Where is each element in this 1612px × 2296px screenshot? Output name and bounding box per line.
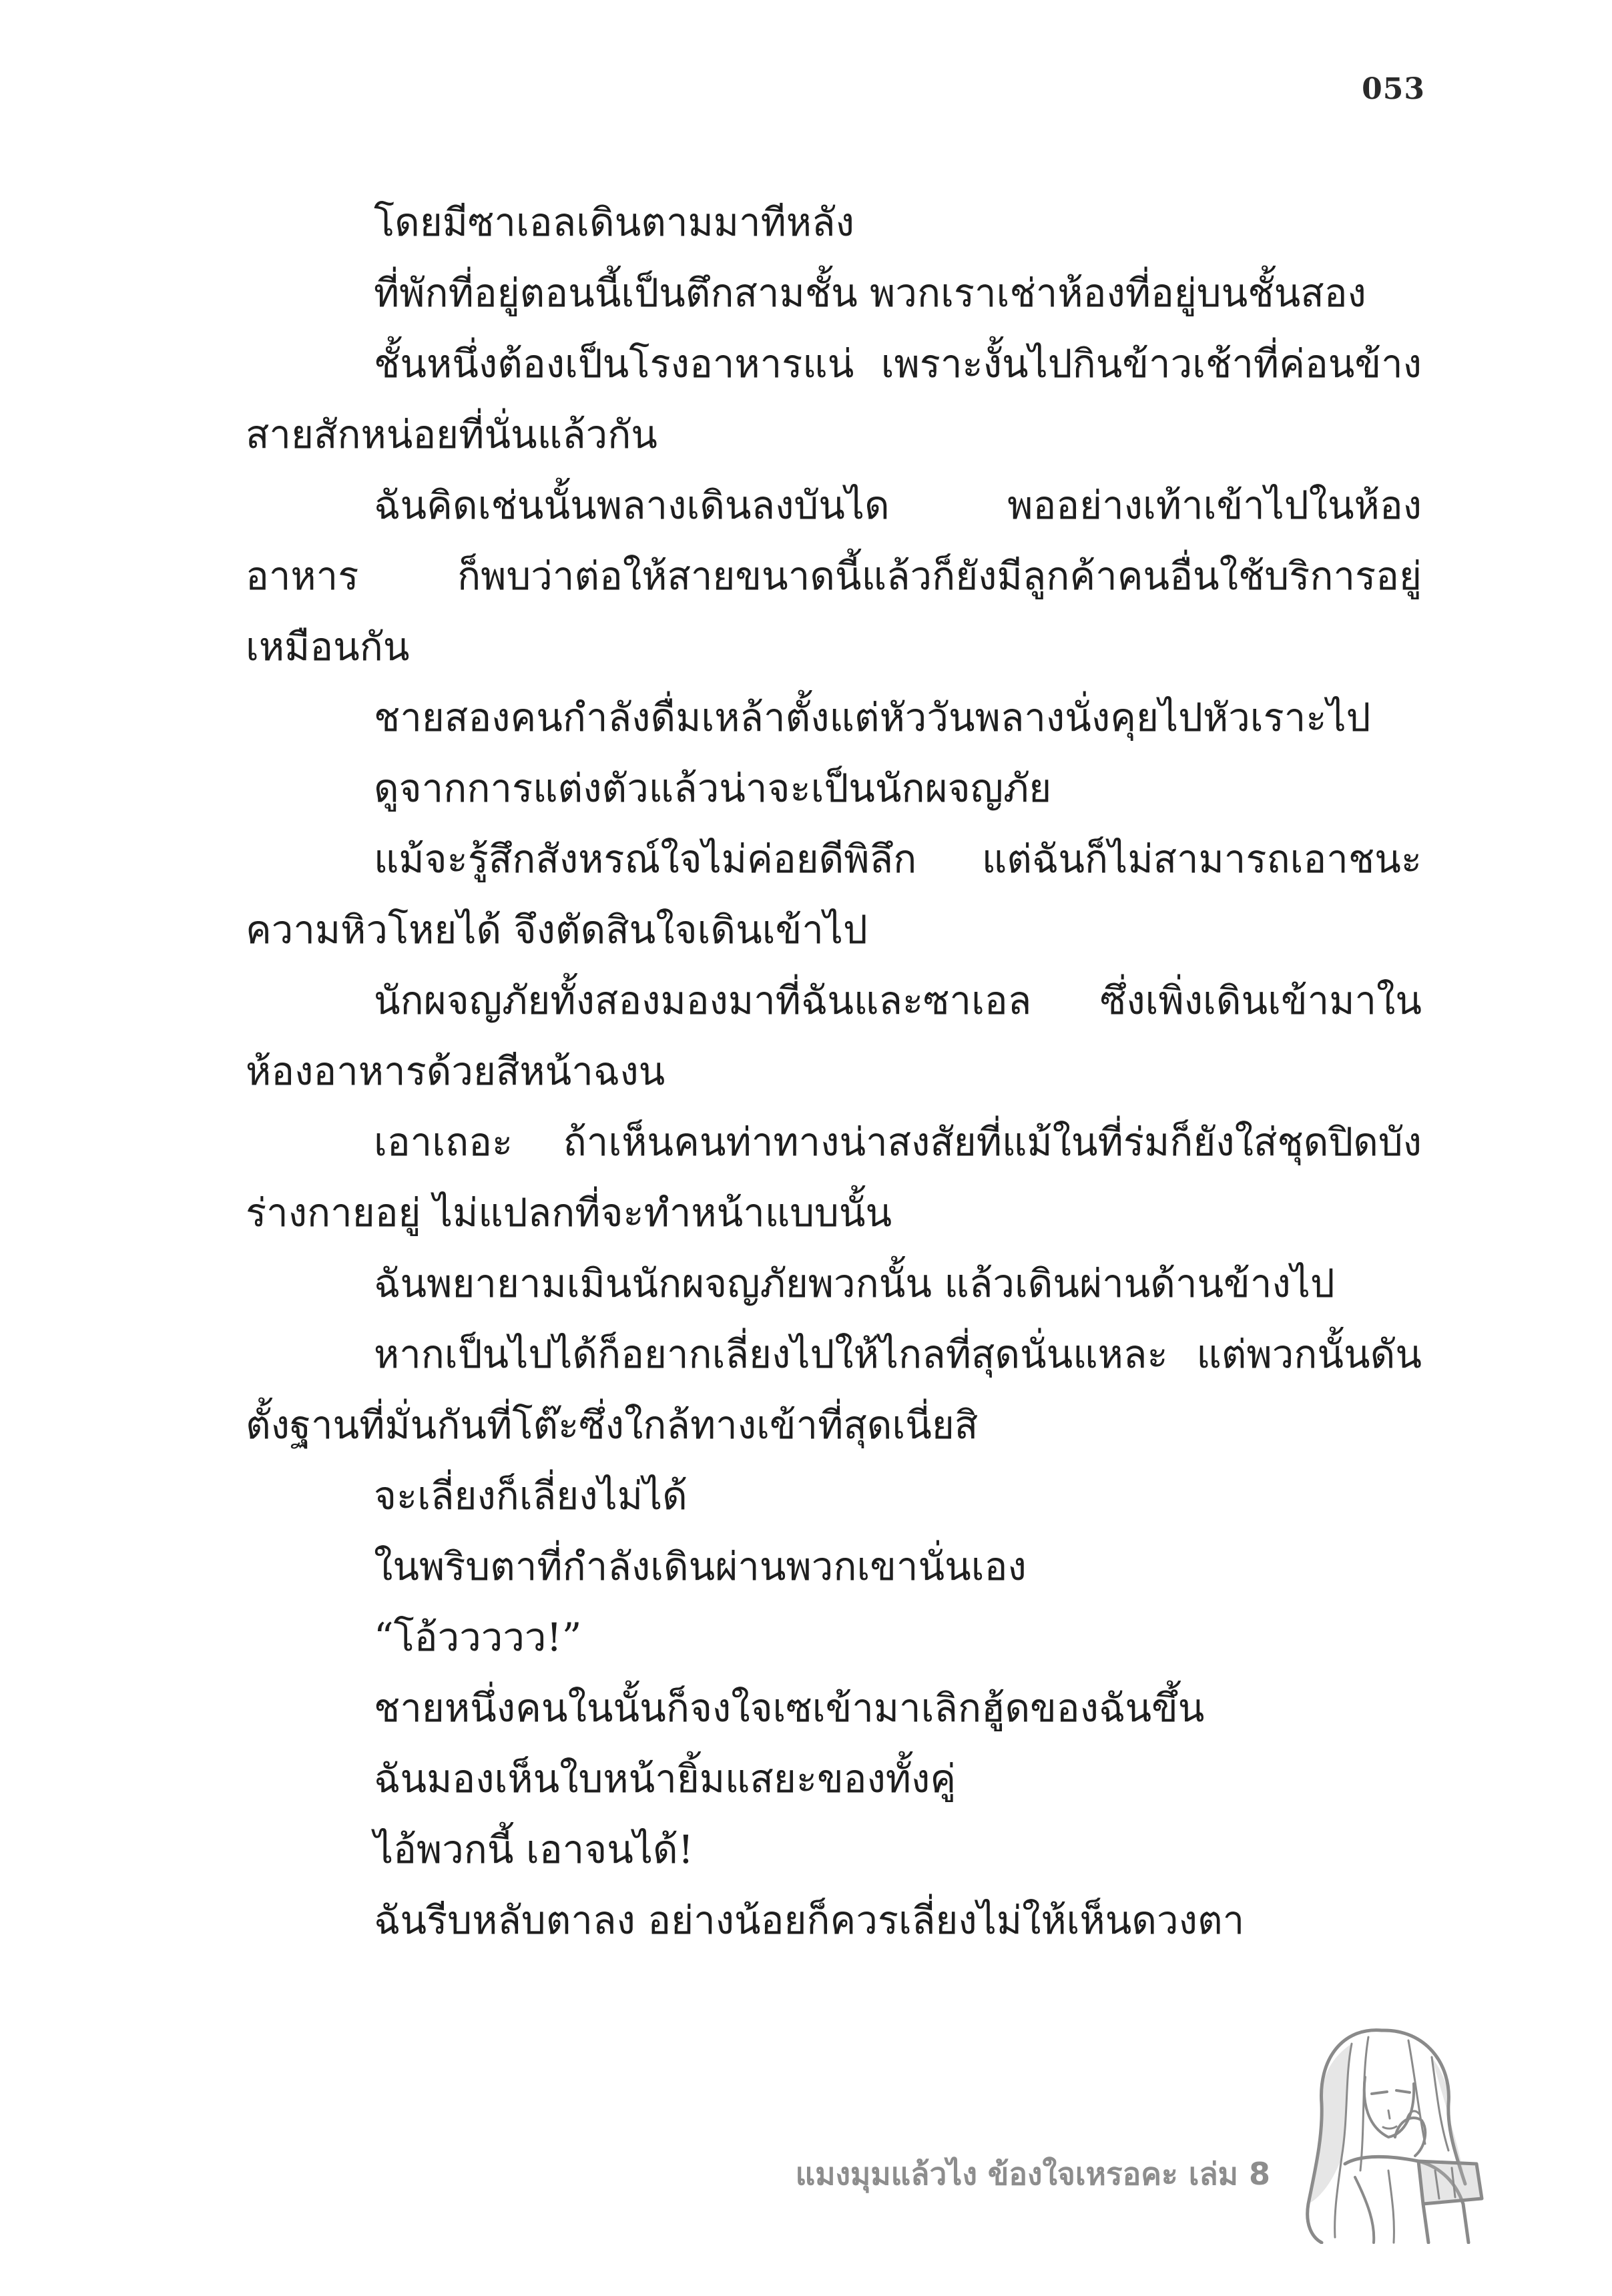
paragraph: ไอ้พวกนี้ เอาจนได้! (374, 1827, 694, 1872)
paragraph: ฉันพยายามเมินนักผจญภัยพวกนั้น แล้วเดินผ่านด้านข้างไป (374, 1261, 1335, 1306)
paragraph: “โอ้ววววว!” (374, 1615, 582, 1660)
page-number: 053 (1362, 72, 1425, 106)
paragraph: เอาเถอะ ถ้าเห็นคนท่าทางน่าสงสัยที่แม้ในที่ร่มก็ยังใส่ชุดปิดบังร่างกายอยู่ ไม่แปลกที่จะทำหน้าแบบนั้น (246, 1119, 1422, 1235)
paragraph: ที่พักที่อยู่ตอนนี้เป็นตึกสามชั้น พวกเราเช่าห้องที่อยู่บนชั้นสอง (374, 270, 1366, 316)
paragraph: ชั้นหนึ่งต้องเป็นโรงอาหารแน่ เพราะงั้นไปกินข้าวเช้าที่ค่อนข้างสายสักหน่อยที่นั่นแล้วกัน (246, 341, 1422, 457)
paragraph: ฉันมองเห็นใบหน้ายิ้มแสยะของทั้งคู่ (374, 1756, 957, 1801)
paragraph: แม้จะรู้สึกสังหรณ์ใจไม่ค่อยดีพิลึก แต่ฉันก็ไม่สามารถเอาชนะความหิวโหยได้ จึงตัดสินใจเดินเข้าไป (246, 836, 1422, 952)
paragraph: ฉันคิดเช่นนั้นพลางเดินลงบันได พออย่างเท้าเข้าไปในห้องอาหาร ก็พบว่าต่อให้สายขนาดนี้แล้วก็ยังมีลูกค้าคนอื่นใช้บริการอยู่เหมือนกัน (246, 483, 1422, 669)
paragraph: ชายหนึ่งคนในนั้นก็จงใจเซเข้ามาเลิกฮู้ดของฉันขึ้น (374, 1685, 1205, 1731)
paragraph: ชายสองคนกำลังดื่มเหล้าตั้งแต่หัววันพลางนั่งคุยไปหัวเราะไป (374, 695, 1371, 740)
paragraph: จะเลี่ยงก็เลี่ยงไม่ได้ (374, 1473, 688, 1518)
book-title: แมงมุมแล้วไง ข้องใจเหรอคะ เล่ม 8 (795, 2156, 1270, 2192)
paragraph: นักผจญภัยทั้งสองมองมาที่ฉันและซาเอล ซึ่งเพิ่งเดินเข้ามาในห้องอาหารด้วยสีหน้าฉงน (246, 978, 1422, 1094)
character-sketch-icon (1282, 2004, 1502, 2244)
paragraph: ดูจากการแต่งตัวแล้วน่าจะเป็นนักผจญภัย (374, 766, 1052, 811)
paragraph: หากเป็นไปได้ก็อยากเลี่ยงไปให้ไกลที่สุดนั่นแหละ แต่พวกนั้นดันตั้งฐานที่มั่นกันที่โต๊ะซึ่งใกล้ทางเข้าที่สุดเนี่ยสิ (246, 1332, 1422, 1448)
paragraph: ฉันรีบหลับตาลง อย่างน้อยก็ควรเลี่ยงไม่ให้เห็นดวงตา (374, 1898, 1245, 1943)
body-text (246, 187, 1422, 1956)
paragraph: โดยมีซาเอลเดินตามมาทีหลัง (374, 200, 854, 245)
page-footer (0, 2004, 1612, 2244)
paragraph: ในพริบตาที่กำลังเดินผ่านพวกเขานั่นเอง (374, 1544, 1027, 1589)
